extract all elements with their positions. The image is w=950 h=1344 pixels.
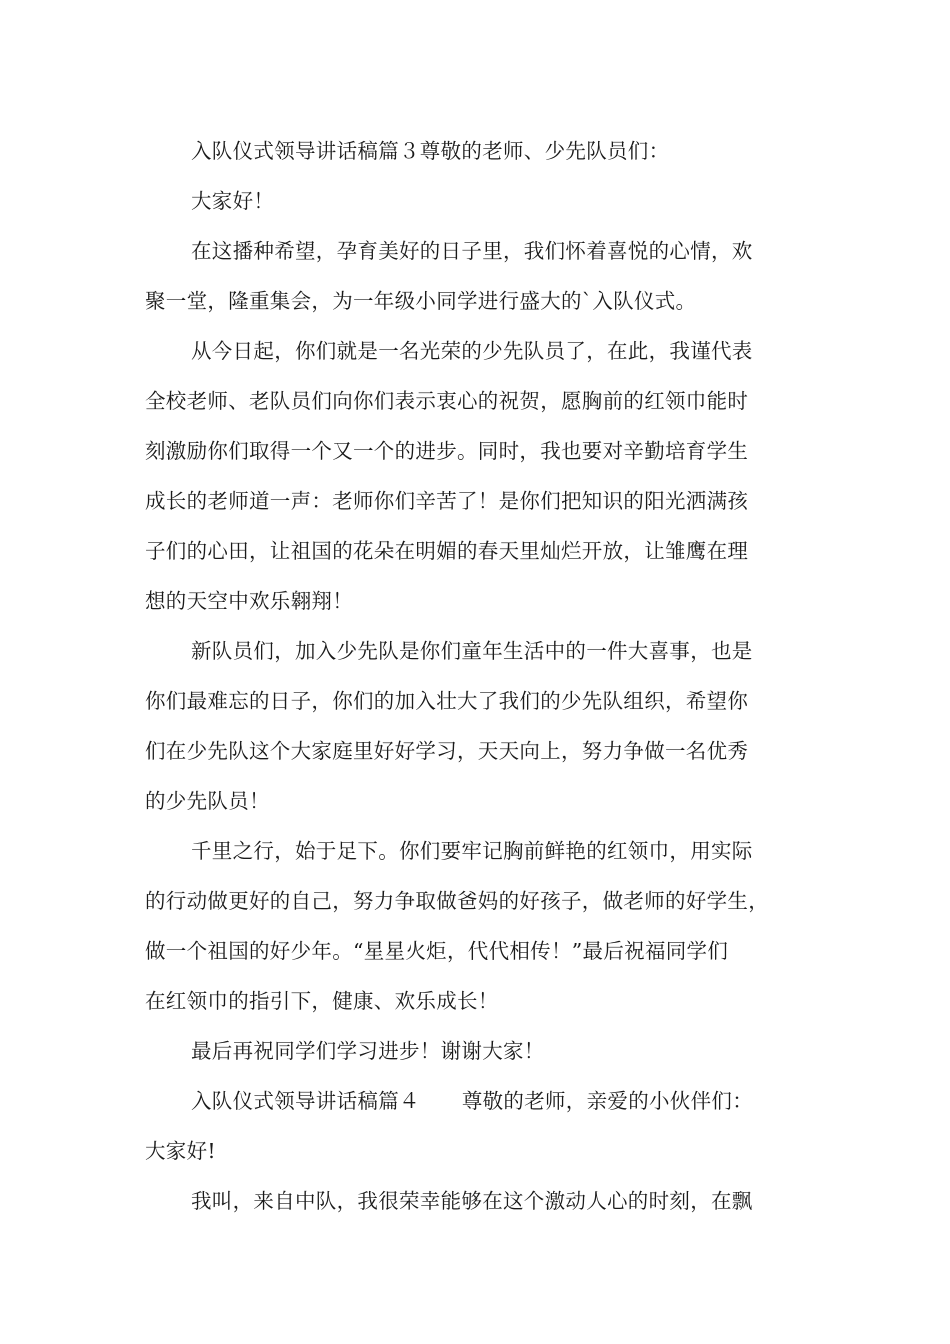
- speech-4-salutation: 尊敬的老师，亲爱的小伙伴们：: [461, 1089, 754, 1113]
- paragraph-line: 我叫，来自中队，我很荣幸能够在这个激动人心的时刻，在飘: [191, 1189, 753, 1213]
- paragraph-line: 们在少先队这个大家庭里好好学习，天天向上，努力争做一名优秀: [145, 739, 749, 763]
- paragraph-line: 子们的心田，让祖国的花朵在明媚的春天里灿烂开放，让雏鹰在理: [145, 539, 749, 563]
- greeting: 大家好!: [145, 1139, 216, 1163]
- speech-4-heading-row: [145, 1076, 815, 1126]
- paragraph-line: 千里之行，始于足下。你们要牢记胸前鲜艳的红领巾，用实际: [191, 839, 753, 863]
- speech-4-title: 入队仪式领导讲话稿篇４: [191, 1089, 420, 1113]
- document-body: [145, 126, 815, 1226]
- paragraph-line: 全校老师、老队员们向你们表示衷心的祝贺，愿胸前的红领巾能时: [145, 389, 749, 413]
- greeting: 大家好！: [191, 189, 275, 213]
- speech-3-heading: 入队仪式领导讲话稿篇３尊敬的老师、少先队员们：: [191, 139, 670, 163]
- paragraph-line: 刻激励你们取得一个又一个的进步。同时，我也要对辛勤培育学生: [145, 439, 749, 463]
- paragraph-line: 新队员们，加入少先队是你们童年生活中的一件大喜事，也是: [191, 639, 753, 663]
- paragraph-line: 成长的老师道一声：老师你们辛苦了！是你们把知识的阳光洒满孩: [145, 489, 749, 513]
- paragraph-line: 的行动做更好的自己，努力争取做爸妈的好孩子，做老师的好学生，: [145, 889, 769, 913]
- closing-line: 最后再祝同学们学习进步！谢谢大家！: [191, 1039, 545, 1063]
- paragraph-line: 做一个祖国的好少年。“星星火炬，代代相传！”最后祝福同学们: [145, 939, 729, 963]
- paragraph-line: 在这播种希望，孕育美好的日子里，我们怀着喜悦的心情，欢: [191, 239, 753, 263]
- paragraph-line: 从今日起，你们就是一名光荣的少先队员了，在此，我谨代表: [191, 339, 753, 363]
- paragraph-line: 聚一堂，隆重集会，为一年级小同学进行盛大的`入队仪式。: [145, 289, 697, 313]
- paragraph-line: 的少先队员！: [145, 789, 270, 813]
- paragraph-line: 在红领巾的指引下，健康、欢乐成长！: [145, 989, 499, 1013]
- paragraph-line: 你们最难忘的日子，你们的加入壮大了我们的少先队组织，希望你: [145, 689, 749, 713]
- paragraph-line: 想的天空中欢乐翱翔！: [145, 589, 353, 613]
